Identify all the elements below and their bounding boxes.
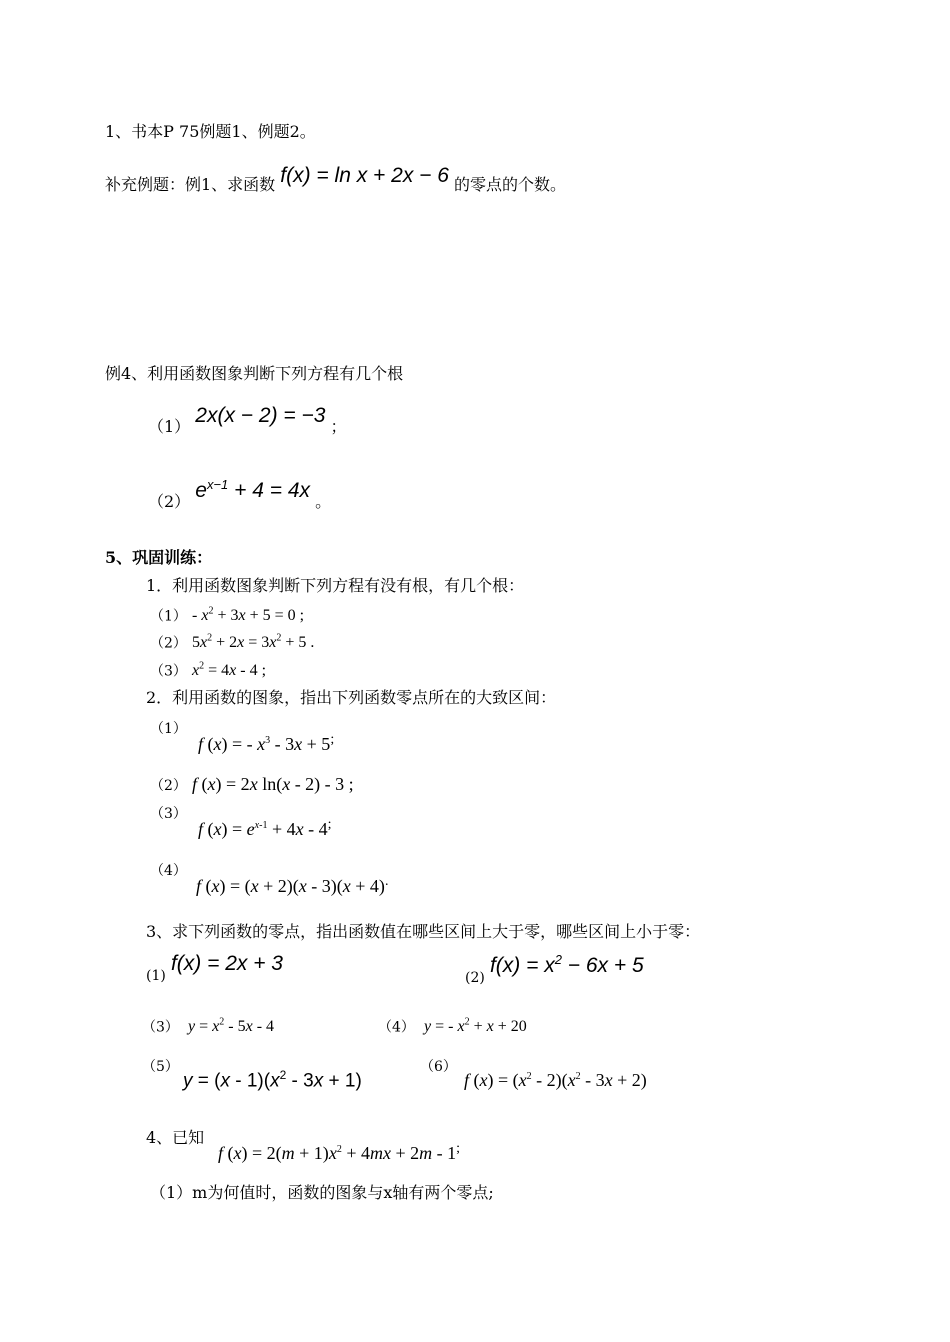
item-number: （4）	[378, 1019, 415, 1036]
equation: $x^2 = 4x - 4$ ;	[192, 661, 267, 680]
q2-title: 2．利用函数的图象，指出下列函数零点所在的大致区间：	[146, 688, 557, 707]
example4-item-2	[148, 477, 332, 511]
q1-item-2	[150, 634, 314, 651]
equation: 2x(x − 2) = −3	[195, 404, 326, 427]
equation: $5x^2 + 2x = 3x^2 + 5$ .	[192, 633, 315, 652]
item-end: 。	[315, 492, 332, 511]
item-number: (1)	[146, 968, 166, 984]
q2-item-4-formula: f (x) = (x + 2)(x - 3)(x + 4).	[196, 874, 389, 896]
q3-item-5-number: （5）	[142, 1059, 179, 1075]
q4-sub-1: （1）m为何值时，函数的图象与x轴有两个零点;	[150, 1183, 494, 1202]
q1-title: 1．利用函数图象判断下列方程有没有根，有几个根：	[146, 576, 525, 595]
q2-item-3-formula: f $(x) = e^{x-1} + 4x - 4^;$	[198, 817, 332, 839]
supp-formula: f(x) = ln x + 2x − 6	[280, 164, 449, 187]
q3-item-4	[378, 1018, 527, 1035]
supp-prefix: 补充例题：例1、求函数	[105, 175, 276, 194]
supplementary-example	[105, 165, 566, 195]
item-number: （3）	[150, 663, 187, 680]
supp-suffix: 的零点的个数。	[454, 175, 567, 194]
q3-item-5-formula: $y = (x - 1)(x^2 - 3x + 1)$	[183, 1068, 362, 1092]
equation: f (x) = 2x ln(x - 2) - 3 ;	[192, 774, 354, 794]
q1-item-3	[150, 662, 266, 679]
q4-formula: f $(x) = 2(m + 1)x^2 + 4mx + 2m - 1^;$	[218, 1141, 461, 1163]
item-number: （1）	[150, 608, 187, 625]
item-number: （2）	[150, 635, 187, 652]
item-number: （3）	[142, 1019, 179, 1036]
q2-item-3-number: （3）	[150, 806, 187, 822]
equation: - $x^2 + 3x + 5 = 0$ ;	[192, 606, 305, 625]
equation: $y = x^2 - 5x - 4$	[188, 1017, 275, 1036]
q1-item-1	[150, 607, 304, 624]
q2-item-4-number: （4）	[150, 863, 187, 879]
equation: $e^{x-1} + 4 = 4x$	[195, 477, 311, 502]
item-number: （1）	[148, 417, 191, 436]
item-number: （2）	[150, 778, 187, 794]
q2-item-1-formula: f (x) = - $x^3 - 3x + 5^;$	[198, 732, 335, 754]
item-end: ；	[330, 417, 347, 436]
example4-item-1	[148, 405, 347, 435]
item-number: (2)	[465, 970, 485, 986]
q2-item-2	[150, 775, 354, 793]
q3-item-1	[146, 953, 283, 983]
intro-line-1: 1、书本P 75例题1、例题2。	[105, 122, 316, 141]
q3-item-3	[142, 1018, 274, 1035]
q3-title: 3、求下列函数的零点，指出函数值在哪些区间上大于零，哪些区间上小于零：	[146, 922, 701, 941]
equation: y = - $x^2 + x + 20$	[424, 1017, 527, 1036]
q3-item-6-formula: f $(x) = (x^2 - 2)(x^2 - 3x + 2)$	[464, 1070, 647, 1090]
equation: $f(x) = x^2 - 6x + 5$	[489, 952, 644, 977]
q2-item-1-number: （1）	[150, 721, 187, 737]
q3-item-6-number: （6）	[420, 1059, 457, 1075]
section5-heading: 5、巩固训练：	[105, 548, 213, 567]
equation: f(x) = 2x + 3	[170, 952, 283, 975]
item-number: （2）	[148, 492, 191, 511]
q3-item-2	[465, 952, 644, 986]
q4-title: 4、已知	[146, 1128, 205, 1147]
example4-title: 例4、利用函数图象判断下列方程有几个根	[105, 364, 404, 383]
